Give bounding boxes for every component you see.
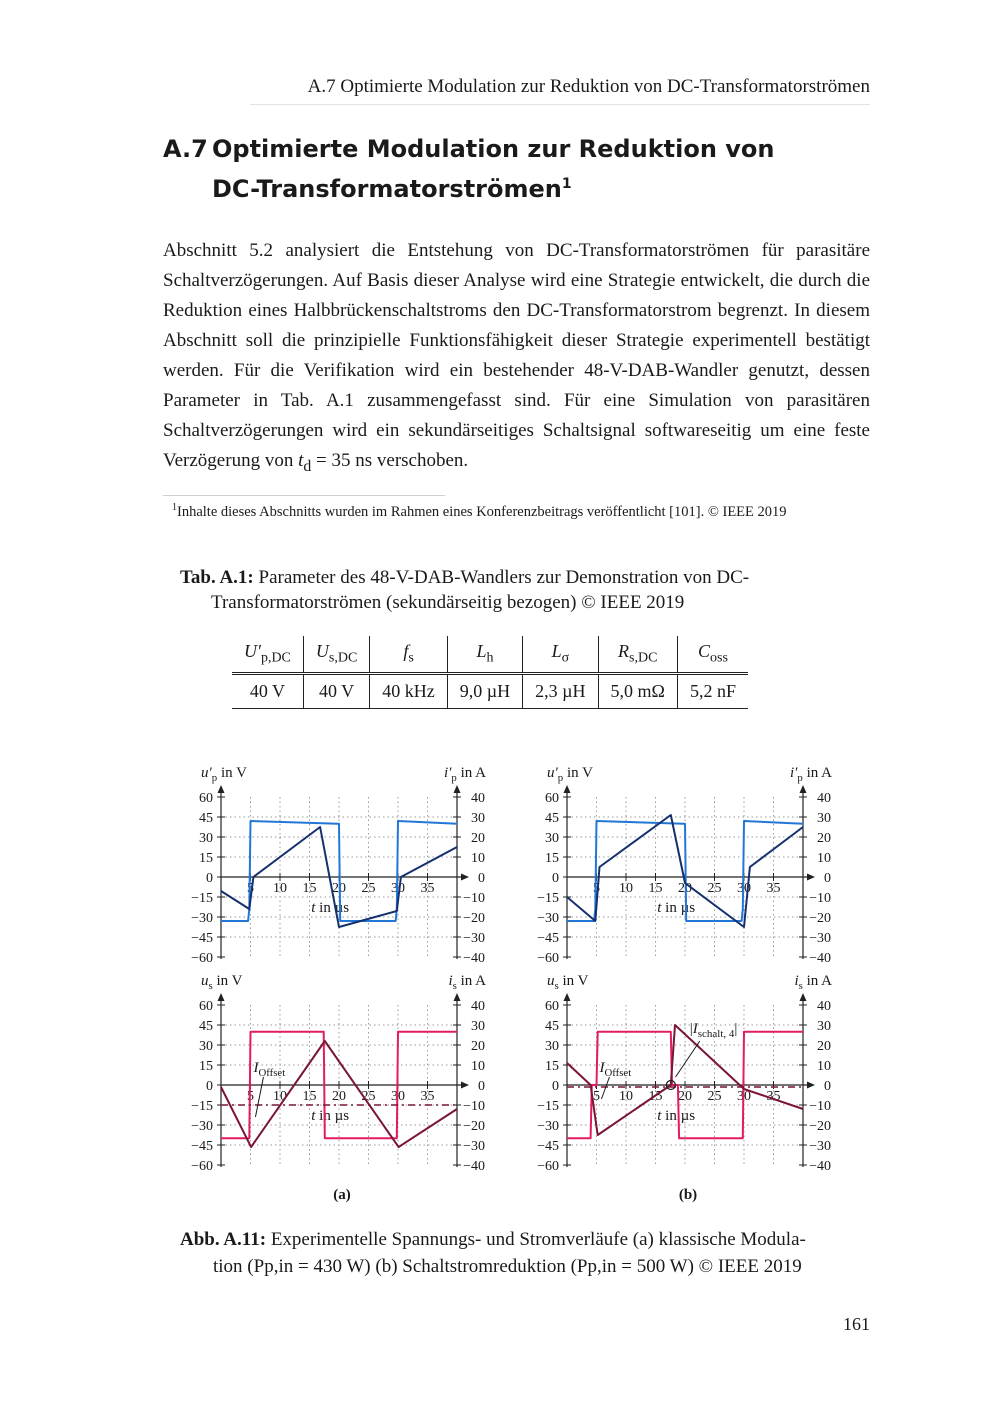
- offset-annotation: $I_{Offset}$: [253, 1060, 286, 1079]
- tick-label: 5: [593, 1089, 600, 1104]
- body-paragraph: Abschnitt 5.2 analysiert die Entstehung von DC-Transformatorströmen für parasitäre Schaltverzögerungen. Auf Basis dieser Analyse wird eine Strategie entwickelt, die durch die Reduktion eines Halbbrückenschaltstroms den DC-Transformatorstrom begrenzt. In diesem Abschnitt soll die prinzipielle Funktionsfähigkeit dieser Strategie experimentell bestätigt werden. Für die Verifikation wird ein bestehender 48-V-DAB-Wandler genutzt, dessen Parameter in Tab. A.1 zusammengefasst sind. Für eine Simulation von parasitären Schaltverzögerungen wird ein sekundärseitiges Schaltsignal softwareseitig um eine feste Verzögerung von $t_d = 35$ ns verschoben.: [163, 240, 870, 475]
- y-axis-arrow: [454, 993, 461, 1001]
- y-axis-arrow: [564, 785, 571, 793]
- tick-label: −20: [463, 911, 485, 926]
- tick-label: 10: [817, 851, 831, 866]
- tick-label: 10: [273, 1089, 287, 1104]
- tick-label: 30: [737, 1089, 751, 1104]
- tick-label: 45: [199, 811, 213, 826]
- tick-label: 0: [552, 1079, 559, 1094]
- tick-label: 10: [471, 851, 485, 866]
- tick-label: 30: [545, 831, 559, 846]
- tick-label: −40: [463, 951, 485, 966]
- chart-panel: [537, 973, 832, 1174]
- tick-label: 0: [478, 1079, 485, 1094]
- tick-label: 20: [471, 831, 485, 846]
- y-axis-label-left: $u'_p$ in V: [201, 765, 247, 784]
- table-header-cell: $L_h$: [447, 636, 522, 674]
- x-axis-label: t in µs: [657, 1108, 696, 1124]
- chart-panel: [537, 765, 832, 966]
- tick-label: −40: [463, 1159, 485, 1174]
- x-axis-arrow: [807, 874, 815, 881]
- x-axis-label: t in µs: [657, 900, 696, 916]
- tick-label: −30: [537, 1119, 559, 1134]
- y-axis-arrow: [800, 993, 807, 1001]
- y-axis-arrow: [800, 785, 807, 793]
- offset-annotation: $I_{Offset}$: [599, 1060, 632, 1079]
- table-header-cell: $U'_{p,DC}$: [232, 636, 303, 674]
- tick-label: 35: [766, 881, 781, 896]
- x-axis-label: t in µs: [311, 900, 350, 916]
- tick-label: 60: [545, 999, 559, 1014]
- tick-label: −10: [809, 891, 831, 906]
- table-cell: 2,3 µH: [523, 674, 598, 709]
- tick-label: 35: [766, 1089, 781, 1104]
- tick-label: 15: [545, 851, 559, 866]
- tick-label: −40: [809, 1159, 831, 1174]
- section-title-text: Optimierte Modulation zur Reduktion von DC-Transformatorströmen$^1$: [212, 135, 775, 203]
- tick-label: 25: [361, 881, 376, 896]
- tick-label: 30: [817, 1019, 831, 1034]
- tick-label: −45: [191, 1139, 213, 1154]
- tick-label: 15: [648, 881, 663, 896]
- table-cell: 40 V: [232, 674, 303, 709]
- tick-label: 15: [302, 1089, 317, 1104]
- tick-label: 10: [619, 881, 633, 896]
- tick-label: −60: [537, 1159, 559, 1174]
- tick-label: −45: [537, 1139, 559, 1154]
- chart-panel: [191, 765, 486, 966]
- tick-label: 10: [471, 1059, 485, 1074]
- tick-label: 30: [817, 811, 831, 826]
- y-axis-arrow: [218, 785, 225, 793]
- tick-label: 5: [247, 1089, 254, 1104]
- tick-label: 40: [471, 791, 485, 806]
- tick-label: 25: [707, 1089, 722, 1104]
- tick-label: 40: [817, 999, 831, 1014]
- tick-label: 30: [737, 881, 751, 896]
- tick-label: 30: [199, 1039, 213, 1054]
- table-cell: 40 V: [303, 674, 369, 709]
- table-header-cell: $R_{s,DC}$: [598, 636, 677, 674]
- panel-label-a: (a): [333, 1187, 351, 1203]
- tick-label: 30: [471, 1019, 485, 1034]
- table-caption: Tab. A.1: Parameter des 48-V-DAB-Wandlers zur Demonstration von DC- Transformatorströmen (sekundärseitig bezogen) © IEEE 2019: [180, 567, 750, 613]
- tick-label: −30: [191, 1119, 213, 1134]
- annotation-leader: [676, 1041, 700, 1077]
- table-header-cell: $L_\sigma$: [523, 636, 598, 674]
- tick-label: −15: [537, 891, 559, 906]
- tick-label: −30: [809, 1139, 831, 1154]
- table-header-cell: $f_s$: [370, 636, 448, 674]
- page-number: 161: [843, 1314, 870, 1334]
- tick-label: 20: [678, 1089, 692, 1104]
- tick-label: 5: [593, 881, 600, 896]
- section-number: A.7: [163, 135, 208, 163]
- annotation-leader: [255, 1077, 263, 1117]
- table-cell: 5,2 nF: [677, 674, 748, 709]
- tick-label: 10: [273, 881, 287, 896]
- tick-label: −10: [463, 891, 485, 906]
- schalt-annotation: $|I_{schalt, 4}|$: [689, 1021, 738, 1040]
- tick-label: −30: [463, 1139, 485, 1154]
- y-axis-label-left: $u_s$ in V: [201, 973, 243, 992]
- tick-label: 20: [471, 1039, 485, 1054]
- figure-caption: Abb. A.11: Experimentelle Spannungs- und Stromverläufe (a) klassische Modula- tion (Pp,in = 430 W) (b) Schaltstromreduktion (Pp,in = 500 W) © IEEE 2019: [180, 1229, 806, 1277]
- table-header-cell: $U_{s,DC}$: [303, 636, 369, 674]
- tick-label: 20: [817, 831, 831, 846]
- tick-label: 20: [817, 1039, 831, 1054]
- table-cell: 9,0 µH: [447, 674, 522, 709]
- annotation-leader: [601, 1077, 609, 1099]
- tick-label: 60: [199, 999, 213, 1014]
- tick-label: 5: [247, 881, 254, 896]
- tick-label: −30: [191, 911, 213, 926]
- tick-label: 0: [824, 1079, 831, 1094]
- tick-label: −15: [191, 1099, 213, 1114]
- y-axis-label-left: $u_s$ in V: [547, 973, 589, 992]
- tick-label: −60: [191, 1159, 213, 1174]
- tick-label: −30: [537, 911, 559, 926]
- x-axis-arrow: [807, 1082, 815, 1089]
- tick-label: −40: [809, 951, 831, 966]
- tick-label: 10: [817, 1059, 831, 1074]
- x-axis-label: t in µs: [311, 1108, 350, 1124]
- tick-label: 45: [545, 1019, 559, 1034]
- tick-label: −20: [809, 1119, 831, 1134]
- footnote: $^1$Inhalte dieses Abschnitts wurden im Rahmen eines Konferenzbeitrags veröffentlicht [101]. © IEEE 2019: [172, 502, 787, 520]
- tick-label: 35: [420, 881, 435, 896]
- y-axis-label-right: $i_s$ in A: [448, 973, 486, 992]
- table-header-cell: $C_{oss}$: [677, 636, 748, 674]
- tick-label: 30: [545, 1039, 559, 1054]
- tick-label: 35: [420, 1089, 435, 1104]
- tick-label: −60: [537, 951, 559, 966]
- tick-label: 30: [391, 1089, 405, 1104]
- tick-label: 20: [678, 881, 692, 896]
- tick-label: 60: [199, 791, 213, 806]
- tick-label: −10: [809, 1099, 831, 1114]
- tick-label: −20: [809, 911, 831, 926]
- y-axis-arrow: [454, 785, 461, 793]
- tick-label: 0: [478, 871, 485, 886]
- running-header: A.7 Optimierte Modulation zur Reduktion von DC-Transformatorströmen: [250, 76, 870, 105]
- tick-label: 25: [707, 881, 722, 896]
- tick-label: 0: [824, 871, 831, 886]
- tick-label: 20: [332, 1089, 346, 1104]
- tick-label: 0: [206, 1079, 213, 1094]
- y-axis-label-right: $i'_p$ in A: [443, 765, 486, 784]
- x-axis-arrow: [461, 874, 469, 881]
- tick-label: −45: [537, 931, 559, 946]
- tick-label: 0: [206, 871, 213, 886]
- tick-label: 40: [817, 791, 831, 806]
- tick-label: 20: [332, 881, 346, 896]
- tick-label: −20: [463, 1119, 485, 1134]
- tick-label: −60: [191, 951, 213, 966]
- tick-label: 15: [545, 1059, 559, 1074]
- y-axis-arrow: [218, 993, 225, 1001]
- tick-label: −15: [191, 891, 213, 906]
- y-axis-label-left: $u'_p$ in V: [547, 765, 593, 784]
- tick-label: −10: [463, 1099, 485, 1114]
- tick-label: 15: [199, 851, 213, 866]
- tick-label: 15: [199, 1059, 213, 1074]
- tick-label: −45: [191, 931, 213, 946]
- y-axis-label-right: $i'_p$ in A: [789, 765, 832, 784]
- tick-label: −30: [463, 931, 485, 946]
- tick-label: 15: [302, 881, 317, 896]
- tick-label: 40: [471, 999, 485, 1014]
- tick-label: 30: [199, 831, 213, 846]
- table-cell: 5,0 mΩ: [598, 674, 677, 709]
- x-axis-arrow: [461, 1082, 469, 1089]
- tick-label: 0: [552, 871, 559, 886]
- tick-label: 30: [391, 881, 405, 896]
- tick-label: 45: [199, 1019, 213, 1034]
- tick-label: −15: [537, 1099, 559, 1114]
- tick-label: −30: [809, 931, 831, 946]
- footnote-mark[interactable]: 1: [561, 176, 572, 192]
- chart-panel: [191, 973, 486, 1174]
- tick-label: 10: [619, 1089, 633, 1104]
- y-axis-label-right: $i_s$ in A: [794, 973, 832, 992]
- tick-label: 60: [545, 791, 559, 806]
- tick-label: 45: [545, 811, 559, 826]
- table-label: Tab. A.1:: [180, 567, 254, 588]
- panel-label-b: (b): [678, 1187, 698, 1203]
- tick-label: 25: [361, 1089, 376, 1104]
- tick-label: 30: [471, 811, 485, 826]
- table-cell: 40 kHz: [370, 674, 448, 709]
- y-axis-arrow: [564, 993, 571, 1001]
- tick-label: 15: [648, 1089, 663, 1104]
